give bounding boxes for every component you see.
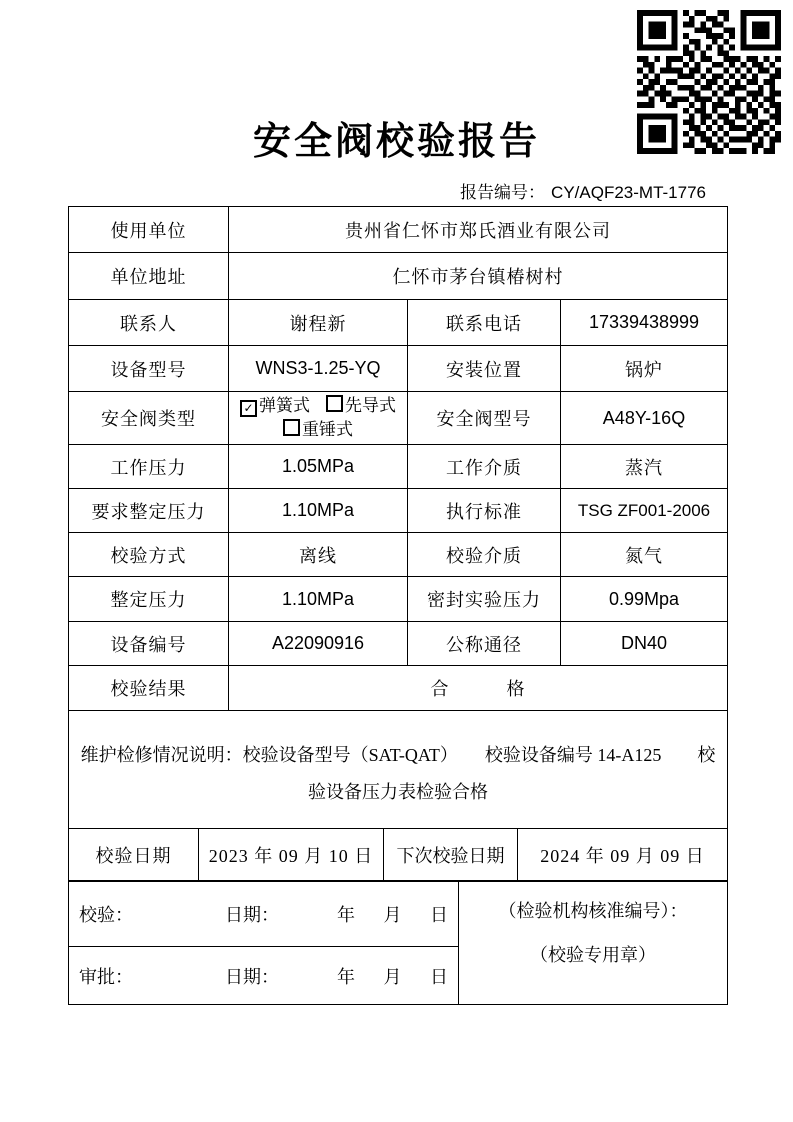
row-unit-address bbox=[69, 253, 728, 300]
field-label-unit-address: 单位地址 bbox=[69, 253, 229, 300]
field-value-standard: TSG ZF001-2006 bbox=[561, 489, 728, 533]
report-table bbox=[68, 206, 728, 829]
field-value-next-date: 2024 年 09 月 09 日 bbox=[518, 828, 728, 881]
stamp-cell bbox=[459, 881, 728, 1005]
approve-label: 审批： bbox=[79, 966, 133, 987]
verify-ymd-label: 年 月 日 bbox=[337, 904, 450, 925]
row-device-model bbox=[69, 346, 728, 392]
checkbox-weight-label: 重锤式 bbox=[302, 420, 353, 439]
approve-ymd-label: 年 月 日 bbox=[337, 966, 450, 987]
field-label-next-date: 下次校验日期 bbox=[384, 828, 518, 881]
field-label-standard: 执行标准 bbox=[408, 489, 561, 533]
field-value-unit-address: 仁怀市茅台镇椿树村 bbox=[229, 253, 728, 300]
field-value-use-unit: 贵州省仁怀市郑氏酒业有限公司 bbox=[229, 207, 728, 253]
field-value-install-location: 锅炉 bbox=[561, 346, 728, 392]
row-device-number bbox=[69, 622, 728, 666]
field-value-result: 合 格 bbox=[229, 666, 728, 711]
verify-signature-line bbox=[69, 901, 458, 927]
field-value-device-model: WNS3-1.25-YQ bbox=[229, 346, 408, 392]
approve-signature-line bbox=[69, 963, 458, 989]
field-label-seal-test-pressure: 密封实验压力 bbox=[408, 577, 561, 622]
field-label-contact: 联系人 bbox=[69, 300, 229, 346]
field-label-valve-type: 安全阀类型 bbox=[69, 392, 229, 445]
checkbox-pilot-icon bbox=[326, 395, 343, 412]
field-value-phone: 17339438999 bbox=[561, 300, 728, 346]
field-value-working-pressure: 1.05MPa bbox=[229, 445, 408, 489]
field-value-calibration-medium: 氮气 bbox=[561, 533, 728, 577]
field-label-working-pressure: 工作压力 bbox=[69, 445, 229, 489]
stamp-block bbox=[459, 881, 727, 967]
signature-table bbox=[68, 880, 728, 1005]
report-number bbox=[68, 178, 706, 203]
field-label-result: 校验结果 bbox=[69, 666, 229, 711]
field-label-use-unit: 使用单位 bbox=[69, 207, 229, 253]
field-label-calibration-medium: 校验介质 bbox=[408, 533, 561, 577]
field-label-set-pressure: 整定压力 bbox=[69, 577, 229, 622]
field-label-required-set-pressure: 要求整定压力 bbox=[69, 489, 229, 533]
field-label-device-model: 设备型号 bbox=[69, 346, 229, 392]
report-body bbox=[68, 206, 727, 1005]
row-result bbox=[69, 666, 728, 711]
field-value-valve-type bbox=[229, 392, 408, 445]
field-value-seal-test-pressure: 0.99Mpa bbox=[561, 577, 728, 622]
field-value-device-number: A22090916 bbox=[229, 622, 408, 666]
verify-date-label: 日期： bbox=[225, 904, 279, 925]
page-title: 安全阀校验报告 bbox=[252, 121, 540, 163]
approve-date-label: 日期： bbox=[225, 966, 279, 987]
field-value-working-medium: 蒸汽 bbox=[561, 445, 728, 489]
row-contact bbox=[69, 300, 728, 346]
row-dates bbox=[69, 828, 728, 881]
field-label-valve-model: 安全阀型号 bbox=[408, 392, 561, 445]
row-maintenance bbox=[69, 711, 728, 829]
field-value-required-set-pressure: 1.10MPa bbox=[229, 489, 408, 533]
field-value-calibration-date: 2023 年 09 月 10 日 bbox=[199, 828, 384, 881]
field-value-calibration-method: 离线 bbox=[229, 533, 408, 577]
field-value-contact: 谢程新 bbox=[229, 300, 408, 346]
field-label-install-location: 安装位置 bbox=[408, 346, 561, 392]
field-label-nominal-diameter: 公称通径 bbox=[408, 622, 561, 666]
field-value-nominal-diameter: DN40 bbox=[561, 622, 728, 666]
row-valve-type bbox=[69, 392, 728, 445]
valve-type-options-line1 bbox=[229, 394, 407, 418]
stamp-label: （校验专用章） bbox=[530, 945, 656, 965]
report-number-value: CY/AQF23-MT-1776 bbox=[551, 183, 706, 202]
row-set-pressure bbox=[69, 577, 728, 622]
verify-label: 校验： bbox=[79, 904, 133, 925]
org-code-label: （检验机构核准编号）： bbox=[498, 901, 688, 921]
checkbox-spring-icon: ✓ bbox=[240, 400, 257, 417]
approve-signature-cell bbox=[69, 947, 459, 1005]
field-label-working-medium: 工作介质 bbox=[408, 445, 561, 489]
maintenance-note: 维护检修情况说明：校验设备型号（SAT-QAT） 校验设备编号 14-A125 校验设备压力表检验合格 bbox=[69, 711, 728, 829]
row-required-set-pressure bbox=[69, 489, 728, 533]
checkbox-weight-icon bbox=[283, 419, 300, 436]
field-label-calibration-date: 校验日期 bbox=[69, 828, 199, 881]
field-label-calibration-method: 校验方式 bbox=[69, 533, 229, 577]
row-verify-signature bbox=[69, 881, 728, 947]
row-working-pressure bbox=[69, 445, 728, 489]
row-calibration-method bbox=[69, 533, 728, 577]
checkbox-spring-label: 弹簧式 bbox=[259, 396, 310, 415]
field-value-set-pressure: 1.10MPa bbox=[229, 577, 408, 622]
checkbox-pilot-label: 先导式 bbox=[345, 396, 396, 415]
dates-table bbox=[68, 828, 728, 882]
field-value-valve-model: A48Y-16Q bbox=[561, 392, 728, 445]
valve-type-options-line2 bbox=[229, 418, 407, 442]
field-label-phone: 联系电话 bbox=[408, 300, 561, 346]
verify-signature-cell bbox=[69, 881, 459, 947]
report-number-label: 报告编号： bbox=[460, 183, 546, 202]
row-use-unit bbox=[69, 207, 728, 253]
field-label-device-number: 设备编号 bbox=[69, 622, 229, 666]
